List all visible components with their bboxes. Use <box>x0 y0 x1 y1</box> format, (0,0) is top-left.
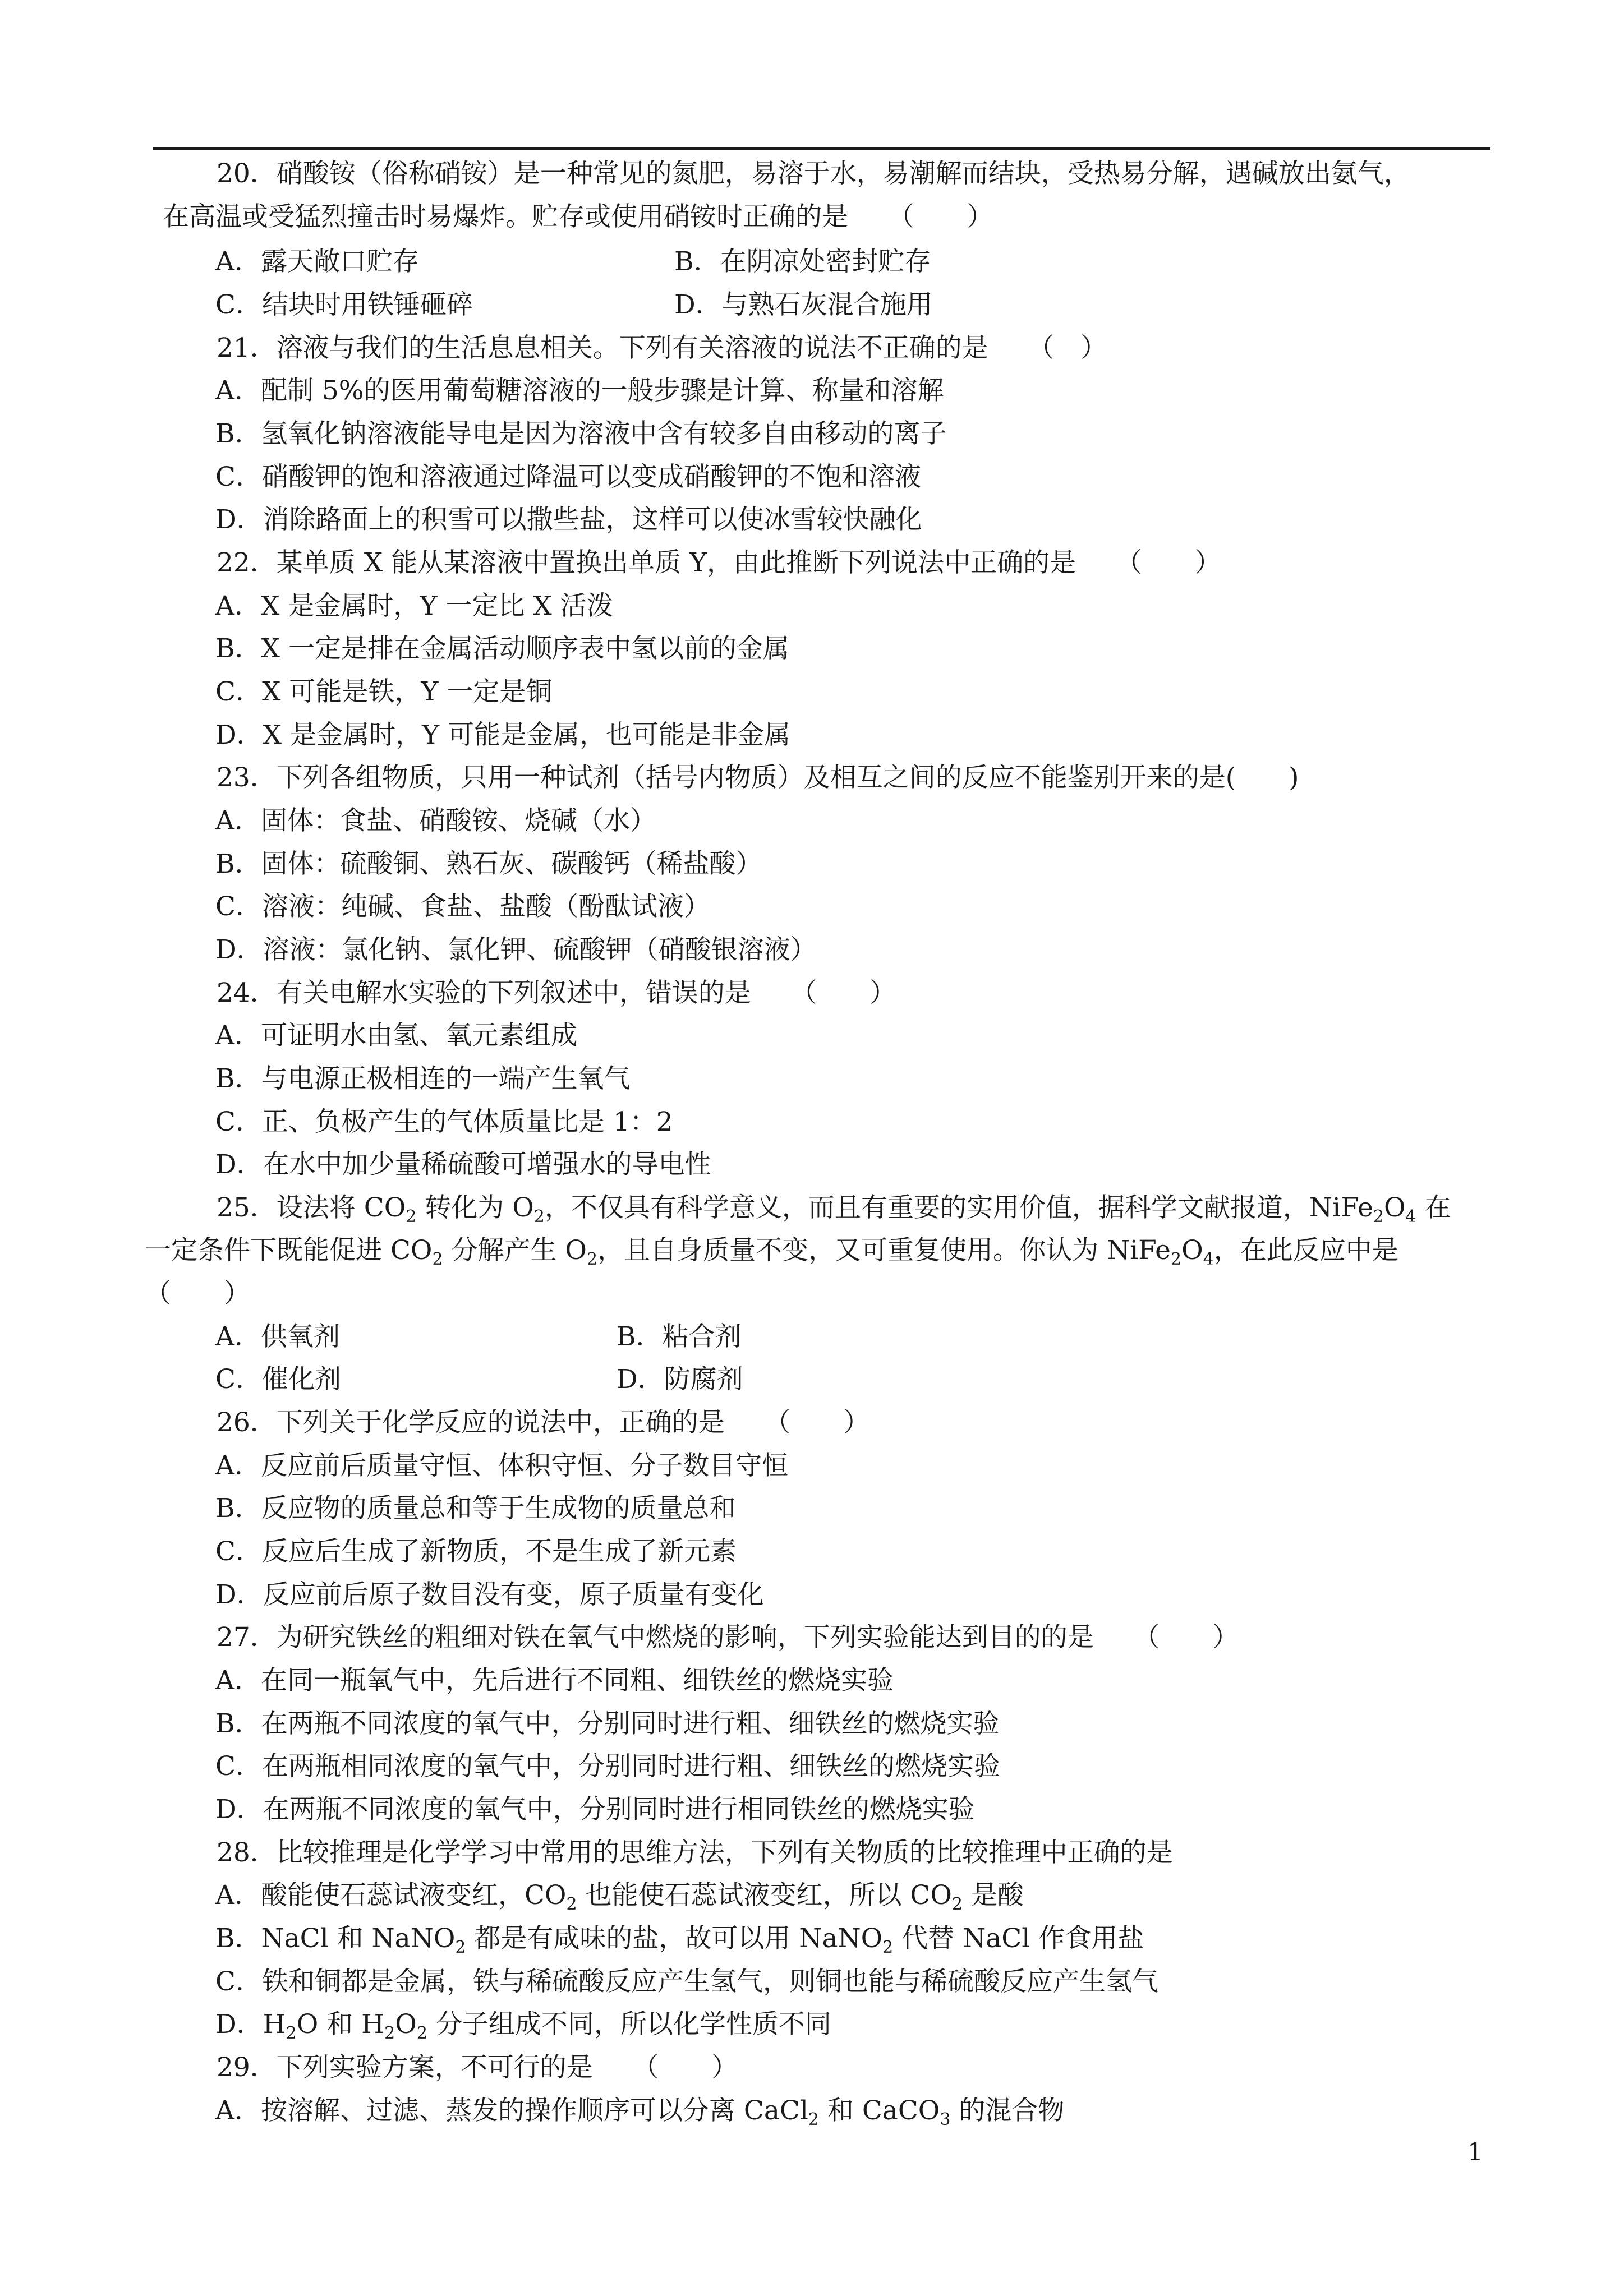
question-28-option-d <box>215 2008 831 2041</box>
subscript: 2 <box>566 1894 577 1914</box>
text-run: 和 CaCO <box>818 2095 940 2126</box>
subscript: 2 <box>1373 1207 1384 1227</box>
question-23-option-d: D．溶液：氯化钠、氯化钾、硫酸钾（硝酸银溶液） <box>215 934 817 965</box>
subscript: 2 <box>882 1938 894 1957</box>
question-23-option-a: A．固体：食盐、硝酸铵、烧碱（水） <box>215 805 656 836</box>
page-number: 1 <box>1467 2138 1483 2166</box>
text-run: 都是有咸味的盐，故可以用 NaNO <box>466 1923 883 1954</box>
subscript: 4 <box>1405 1207 1416 1227</box>
question-22-stem: 22．某单质 X 能从某溶液中置换出单质 Y，由此推断下列说法中正确的是 （ ） <box>217 547 1221 578</box>
question-28-option-a <box>215 1879 1024 1912</box>
question-20-stem: 20．硝酸铵（俗称硝铵）是一种常见的氮肥，易溶于水，易潮解而结块，受热易分解，遇碱放出氨气， <box>217 158 1410 189</box>
question-22-option-c: C．X 可能是铁，Y 一定是铜 <box>215 676 553 707</box>
question-21-option-a: A．配制 5%的医用葡萄糖溶液的一般步骤是计算、称量和溶解 <box>215 375 944 406</box>
question-25-option-c: C．催化剂 <box>215 1364 341 1395</box>
text-run: 代替 NaCl 作食用盐 <box>893 1923 1144 1954</box>
question-20-option-a: A．露天敞口贮存 <box>215 246 419 277</box>
question-26-option-a: A．反应前后质量守恒、体积守恒、分子数目守恒 <box>215 1450 788 1481</box>
question-20-option-c: C．结块时用铁锤砸碎 <box>215 289 473 320</box>
question-22-option-b: B．X 一定是排在金属活动顺序表中氢以前的金属 <box>215 633 789 664</box>
text-run: A．按溶解、过滤、蒸发的操作顺序可以分离 CaCl <box>215 2095 808 2126</box>
question-27-option-c: C．在两瓶相同浓度的氧气中，分别同时进行粗、细铁丝的燃烧实验 <box>215 1751 1000 1782</box>
text-run: 也能使石蕊试液变红，所以 CO <box>577 1880 952 1911</box>
question-26-option-b: B．反应物的质量总和等于生成物的质量总和 <box>215 1493 736 1524</box>
text-run: 转化为 O <box>416 1192 534 1223</box>
question-26-stem: 26．下列关于化学反应的说法中，正确的是 （ ） <box>217 1407 870 1438</box>
question-22-option-d: D．X 是金属时，Y 可能是金属，也可能是非金属 <box>215 720 791 750</box>
subscript: 2 <box>951 1894 963 1914</box>
subscript: 3 <box>940 2110 951 2129</box>
question-23-option-b: B．固体：硫酸铜、熟石灰、碳酸钙（稀盐酸） <box>215 849 762 879</box>
question-28-option-b <box>215 1922 1144 1956</box>
text-run: O <box>395 2009 417 2040</box>
question-23-stem: 23．下列各组物质，只用一种试剂（括号内物质）及相互之间的反应不能鉴别开来的是( ) <box>217 762 1299 793</box>
subscript: 2 <box>384 2023 395 2043</box>
text-run: D．H <box>215 2009 286 2040</box>
text-run: O 和 H <box>296 2009 385 2040</box>
question-27-option-b: B．在两瓶不同浓度的氧气中，分别同时进行粗、细铁丝的燃烧实验 <box>215 1708 1000 1739</box>
question-25-stem <box>217 1191 1451 1225</box>
text-run: O <box>1383 1192 1406 1223</box>
text-run: ，且自身质量不变，又可重复使用。你认为 NiFe <box>597 1235 1171 1266</box>
question-25-stem-continued <box>145 1234 1398 1267</box>
text-run: 是酸 <box>963 1880 1024 1911</box>
text-run: 分解产生 O <box>443 1235 587 1266</box>
question-25-option-a: A．供氧剂 <box>215 1321 340 1352</box>
subscript: 2 <box>533 1207 545 1227</box>
question-25-answer-bracket: （ ） <box>145 1278 250 1309</box>
question-26-option-d: D．反应前后原子数目没有变，原子质量有变化 <box>215 1579 764 1610</box>
subscript: 2 <box>406 1207 417 1227</box>
question-25-option-b: B．粘合剂 <box>617 1321 742 1352</box>
text-run: 的混合物 <box>950 2095 1065 2126</box>
text-run: ，在此反应中是 <box>1213 1235 1398 1266</box>
text-run: 一定条件下既能促进 CO <box>145 1235 433 1266</box>
text-run: B．NaCl 和 NaNO <box>215 1923 456 1954</box>
subscript: 2 <box>286 2023 297 2043</box>
question-24-option-d: D．在水中加少量稀硫酸可增强水的导电性 <box>215 1149 711 1180</box>
question-20-stem-continued: 在高温或受猛烈撞击时易爆炸。贮存或使用硝铵时正确的是 （ ） <box>163 201 993 232</box>
question-24-stem: 24．有关电解水实验的下列叙述中，错误的是 （ ） <box>217 978 896 1008</box>
text-run: ，不仅具有科学意义，而且有重要的实用价值，据科学文献报道，NiFe <box>544 1192 1373 1223</box>
text-run: 25．设法将 CO <box>217 1192 406 1223</box>
subscript: 2 <box>455 1938 466 1957</box>
text-run: 分子组成不同，所以化学性质不同 <box>427 2009 831 2040</box>
question-27-option-a: A．在同一瓶氧气中，先后进行不同粗、细铁丝的燃烧实验 <box>215 1665 894 1696</box>
text-run: O <box>1181 1235 1203 1266</box>
question-24-option-c: C．正、负极产生的气体质量比是 1：2 <box>215 1106 673 1137</box>
question-22-option-a: A．X 是金属时，Y 一定比 X 活泼 <box>215 591 613 621</box>
subscript: 2 <box>808 2110 819 2129</box>
question-27-stem: 27．为研究铁丝的粗细对铁在氧气中燃烧的影响，下列实验能达到目的的是 （ ） <box>217 1622 1239 1653</box>
subscript: 2 <box>586 1250 598 1269</box>
question-26-option-c: C．反应后生成了新物质，不是生成了新元素 <box>215 1536 737 1567</box>
question-28-stem: 28．比较推理是化学学习中常用的思维方法，下列有关物质的比较推理中正确的是 <box>217 1837 1173 1868</box>
question-20-option-d: D．与熟石灰混合施用 <box>674 289 933 320</box>
question-21-option-c: C．硝酸钾的饱和溶液通过降温可以变成硝酸钾的不饱和溶液 <box>215 462 921 492</box>
subscript: 4 <box>1203 1250 1214 1269</box>
text-run: A．酸能使石蕊试液变红，CO <box>215 1880 567 1911</box>
question-21-option-d: D．消除路面上的积雪可以撒些盐，这样可以使冰雪较快融化 <box>215 504 922 535</box>
question-28-option-c: C．铁和铜都是金属，铁与稀硫酸反应产生氢气，则铜也能与稀硫酸反应产生氢气 <box>215 1966 1158 1997</box>
question-23-option-c: C．溶液：纯碱、食盐、盐酸（酚酞试液） <box>215 891 710 922</box>
question-21-stem: 21．溶液与我们的生活息息相关。下列有关溶液的说法不正确的是 （ ） <box>217 333 1107 363</box>
question-24-option-b: B．与电源正极相连的一端产生氧气 <box>215 1063 631 1094</box>
question-27-option-d: D．在两瓶不同浓度的氧气中，分别同时进行相同铁丝的燃烧实验 <box>215 1794 975 1825</box>
text-run: 在 <box>1416 1192 1451 1223</box>
question-24-option-a: A．可证明水由氢、氧元素组成 <box>215 1020 577 1051</box>
subscript: 2 <box>432 1250 443 1269</box>
question-21-option-b: B．氢氧化钠溶液能导电是因为溶液中含有较多自由移动的离子 <box>215 418 947 449</box>
subscript: 2 <box>416 2023 427 2043</box>
header-rule <box>153 147 1490 150</box>
question-20-option-b: B．在阴凉处密封贮存 <box>674 246 931 277</box>
question-25-option-d: D．防腐剂 <box>617 1364 743 1395</box>
subscript: 2 <box>1171 1250 1182 1269</box>
question-29-stem: 29．下列实验方案，不可行的是 （ ） <box>217 2052 738 2083</box>
question-29-option-a <box>215 2094 1064 2128</box>
